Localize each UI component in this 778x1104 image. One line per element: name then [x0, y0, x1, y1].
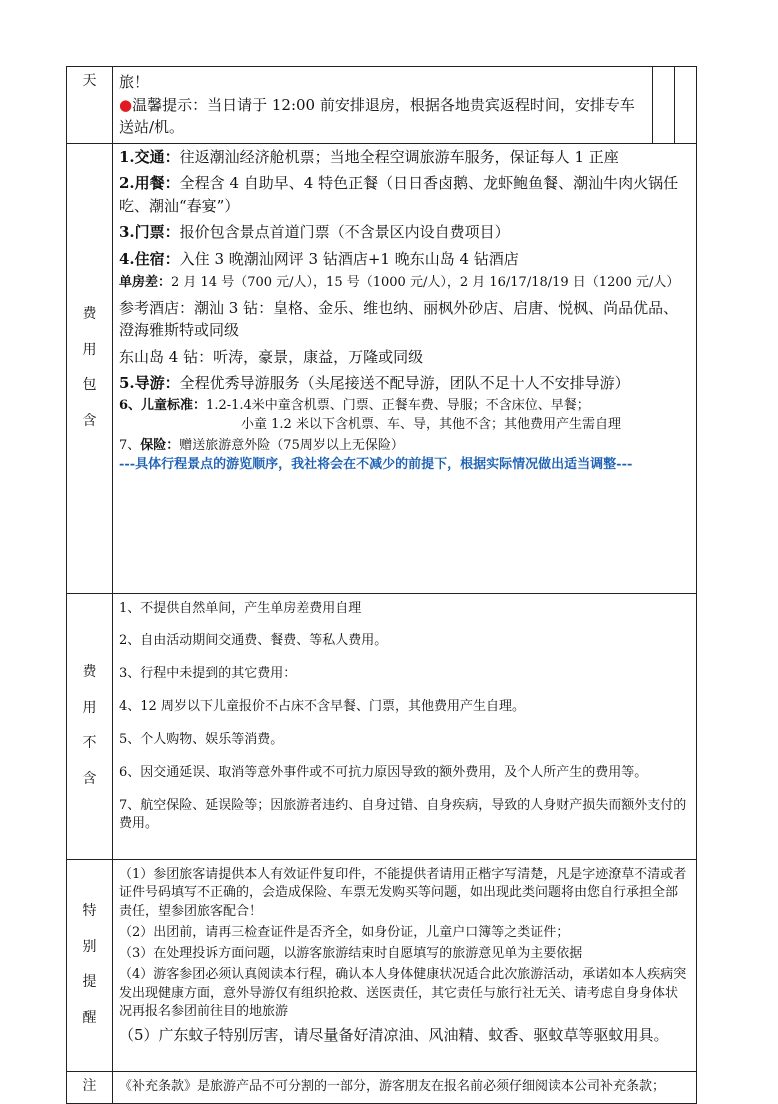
item-head: 3.门票：	[119, 223, 180, 241]
itinerary-table	[66, 66, 697, 1104]
included-label	[67, 143, 113, 593]
excluded-label-char: 用	[82, 699, 97, 716]
excluded-item: 5、个人购物、娱乐等消费。	[119, 731, 284, 747]
warm-tip	[119, 94, 646, 139]
special-label-char: 醒	[82, 1009, 97, 1026]
included-row	[67, 143, 697, 593]
child-standard-line2: 小童 1.2 米以下含机票、车、导，其他不含；其他费用产生需自理	[241, 416, 621, 432]
insurance	[119, 437, 690, 456]
included-label-char: 含	[82, 412, 97, 429]
excluded-label-char: 费	[82, 664, 97, 680]
top-row-label	[67, 67, 113, 144]
top-row-content	[113, 67, 653, 144]
included-label-char: 包	[82, 377, 97, 393]
excluded-item: 4、12 周岁以下儿童报价不占床不含早餐、门票，其他费用产生自理。	[119, 699, 525, 715]
top-row	[67, 67, 697, 144]
special-content	[113, 859, 697, 1071]
item-text: 全程含 4 自助早、4 特色正餐（日日香卤鹅、龙虾鲍鱼餐、潮汕牛肉火锅任吃、潮汕“春宴”）	[119, 174, 679, 215]
included-item-meals	[119, 172, 690, 217]
note-text: 《补充条款》是旅游产品不可分割的一部分，游客朋友在报名前必须仔细阅读本公司补充条款；	[119, 1078, 666, 1094]
special-item: （1）参团旅客请提供本人有效证件复印件，不能提供者请用正楷字写清楚，凡是字迹潦草不清或者证件号码填写不正确的，会造成保险、车票无发购买等问题，如出现此类问题将由您自行承担全部责任，望参团旅客配合！	[119, 866, 687, 920]
special-label-char: 特	[82, 903, 97, 919]
excluded-item: 6、因交通延误、取消等意外事件或不可抗力原因导致的额外费用，及个人所产生的费用等。	[119, 764, 648, 780]
included-label-char: 用	[82, 341, 97, 358]
insurance-num: 7、	[119, 437, 141, 453]
item-head: 4.住宿：	[119, 249, 180, 268]
child-text-1: 1.2-1.4米中童含机票、门票、正餐车费、导服；不含床位、早餐；	[206, 397, 590, 413]
note-content	[113, 1071, 697, 1103]
tip-text: 当日请于 12:00 前安排退房，根据各地贵宾返程时间，安排专车送站/机。	[119, 95, 635, 136]
guide-head: 5.导游：	[119, 374, 180, 393]
included-item-hotel	[119, 248, 690, 271]
single-room-text: 2 月 14 号（700 元/人），15 号（1000 元/人），2 月 16/17/18/19 日（1200 元/人）	[171, 275, 680, 290]
item-head: 1.交通：	[119, 147, 180, 166]
note-row	[67, 1071, 697, 1103]
red-dot-icon: ●	[119, 95, 133, 114]
special-item: （5）广东蚊子特别厉害，请尽量备好清凉油、风油精、蚊香、驱蚊草等驱蚊用具。	[119, 1026, 669, 1045]
special-item: （3）在处理投诉方面问题，以游客旅游结束时自愿填写的旅游意见单为主要依据	[119, 945, 583, 961]
item-head: 2.用餐：	[119, 174, 180, 192]
item-text: 报价包含景点首道门票（不含景区内设自费项目）	[179, 223, 510, 241]
excluded-label	[67, 593, 113, 859]
child-standard	[119, 397, 690, 416]
top-row-extra-cell-2	[675, 67, 697, 144]
excluded-item: 3、行程中未提到的其它费用：	[119, 666, 297, 682]
note-label	[67, 1071, 113, 1103]
excluded-item: 1、不提供自然单间，产生单房差费用自理	[119, 600, 362, 616]
top-row-extra-cell-1	[653, 67, 675, 144]
insurance-head: 保险：	[140, 437, 180, 453]
insurance-text: 赠送旅游意外险（75周岁以上无保险）	[179, 437, 404, 453]
excluded-content	[113, 593, 697, 859]
excluded-item: 7、航空保险、延误险等；因旅游者违约、自身过错、自身疾病，导致的人身财产损失而额外支付的费用。	[119, 797, 687, 832]
excluded-label-char: 不	[82, 735, 97, 751]
single-room-head: 单房差：	[119, 275, 172, 290]
top-row-line1: 旅！	[119, 73, 150, 91]
included-item-tickets	[119, 221, 690, 244]
itinerary-adjust-notice: ---具体行程景点的游览顺序，我社将会在不减少的前提下，根据实际情况做出适当调整---	[119, 457, 633, 473]
excluded-item: 2、自由活动期间交通费、餐费、等私人费用。	[119, 633, 388, 649]
special-item: （2）出团前，请再三检查证件是否齐全，如身份证，儿童户口簿等之类证件；	[119, 925, 570, 941]
special-label-char: 提	[82, 974, 97, 990]
special-row	[67, 859, 697, 1071]
item-text: 入住 3 晚潮汕网评 3 钻酒店+1 晚东山岛 4 钻酒店	[179, 249, 519, 268]
excluded-label-char: 含	[82, 770, 97, 787]
item-text: 往返潮汕经济舱机票；当地全程空调旅游车服务，保证每人 1 正座	[179, 147, 619, 166]
single-room-supplement	[119, 274, 690, 293]
guide-text: 全程优秀导游服务（头尾接送不配导游，团队不足十人不安排导游）	[179, 374, 630, 393]
child-head: 6、儿童标准：	[119, 397, 207, 413]
reference-hotels: 参考酒店：潮汕 3 钻：皇格、金乐、维也纳、丽枫外砂店、启唐、悦枫、尚品优品、澄海雅斯特或同级	[119, 298, 679, 340]
included-label-char: 费	[82, 306, 97, 322]
special-item: （4）游客参团必须认真阅读本行程，确认本人身体健康状况适合此次旅游活动，承诺如本人疾病突发出现健康方面，意外导游仅有组织抢救、送医责任，其它责任与旅行社无关、请考虑自身身体状况再报名参团前往目的地旅游	[119, 966, 687, 1020]
included-item-transport	[119, 146, 690, 169]
special-label	[67, 859, 113, 1071]
included-item-guide	[119, 372, 690, 395]
top-row-label-text: 天	[82, 73, 97, 89]
special-label-char: 别	[82, 938, 97, 955]
included-content	[113, 143, 697, 593]
dongshan-hotels: 东山岛 4 钻：听涛，豪景，康益，万隆或同级	[119, 347, 424, 366]
note-label-text: 注	[82, 1078, 97, 1095]
tip-label: 温馨提示：	[132, 95, 208, 114]
excluded-row	[67, 593, 697, 859]
